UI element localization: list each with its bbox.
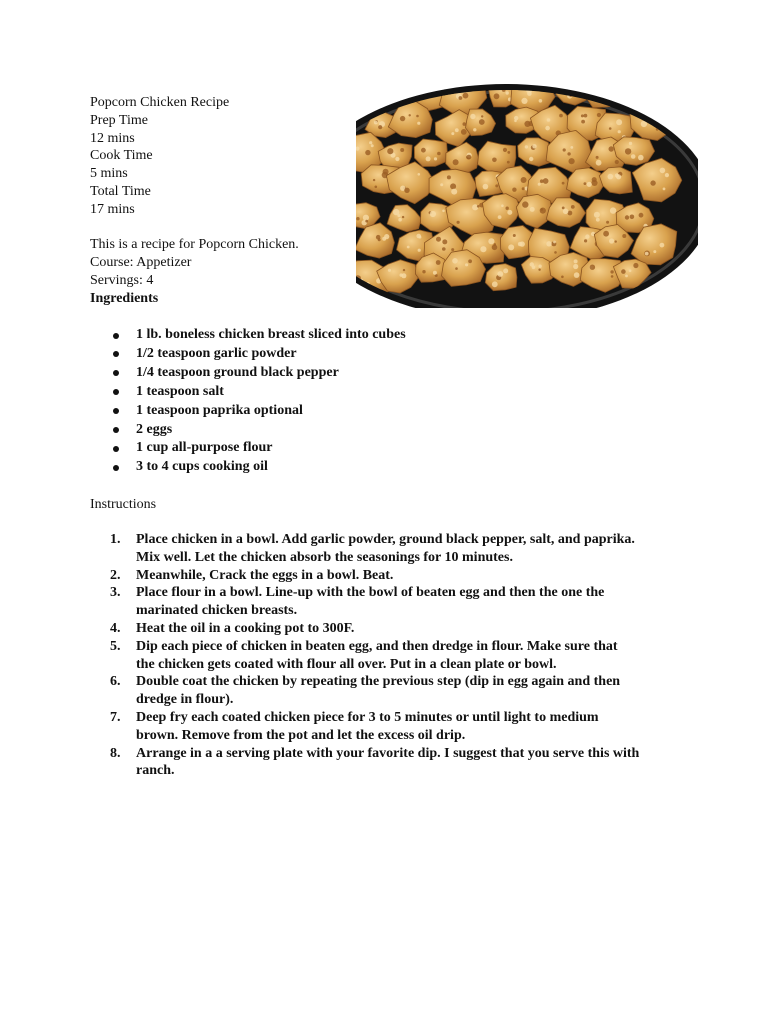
step-line: the chicken gets coated with flour all over. Put in a clean plate or bowl.: [136, 656, 557, 672]
breading-speck: [581, 120, 585, 124]
breading-speck: [473, 128, 476, 131]
breading-speck: [450, 183, 456, 189]
breading-speck: [521, 98, 527, 104]
breading-speck: [559, 114, 563, 118]
breading-speck: [393, 209, 399, 215]
ingredient-text: 3 to 4 cups cooking oil: [136, 459, 268, 475]
breading-speck: [363, 215, 369, 221]
breading-speck: [422, 270, 425, 273]
breading-speck: [538, 183, 541, 186]
bullet-icon: [113, 333, 119, 339]
breading-speck: [373, 179, 375, 181]
breading-speck: [625, 275, 628, 278]
breading-speck: [574, 272, 580, 278]
bullet-icon: [113, 389, 119, 395]
breading-speck: [470, 114, 475, 119]
breading-speck: [539, 99, 543, 103]
breading-speck: [529, 157, 533, 161]
breading-speck: [584, 182, 587, 185]
breading-speck: [400, 116, 405, 121]
breading-speck: [631, 154, 636, 159]
breading-speck: [606, 221, 609, 224]
prep-time-value: 12 mins: [90, 130, 135, 146]
breading-speck: [638, 155, 644, 161]
instruction-step: [90, 567, 690, 585]
breading-speck: [395, 157, 399, 161]
breading-speck: [611, 275, 614, 278]
breading-speck: [514, 116, 518, 120]
breading-speck: [386, 95, 391, 100]
breading-speck: [418, 236, 421, 239]
step-line: Deep fry each coated chicken piece for 3 to 5 minutes or until light to medium: [136, 709, 599, 725]
breading-speck: [571, 205, 575, 209]
ingredient-item: [90, 421, 690, 440]
breading-speck: [399, 95, 404, 100]
breading-speck: [622, 234, 626, 238]
chicken-nugget: [356, 80, 382, 107]
breading-speck: [665, 173, 669, 177]
breading-speck: [436, 237, 441, 242]
breading-speck: [494, 93, 500, 99]
breading-speck: [418, 249, 421, 252]
ingredient-item: [90, 458, 690, 477]
breading-speck: [501, 204, 504, 207]
breading-speck: [645, 252, 649, 256]
breading-speck: [618, 130, 621, 133]
instruction-step: [90, 620, 690, 638]
breading-speck: [465, 263, 468, 266]
breading-speck: [455, 128, 459, 132]
breading-speck: [371, 144, 374, 147]
breading-speck: [591, 180, 597, 186]
breading-speck: [585, 234, 589, 238]
total-time-value: 17 mins: [90, 201, 135, 217]
breading-speck: [621, 269, 626, 274]
step-number: 8.: [110, 745, 121, 761]
ingredient-text: 1 cup all-purpose flour: [136, 440, 273, 456]
step-line: Place chicken in a bowl. Add garlic powder, ground black pepper, salt, and paprika.: [136, 532, 635, 547]
breading-speck: [388, 269, 391, 272]
instructions-heading: Instructions: [90, 497, 157, 512]
breading-speck: [610, 207, 616, 213]
bullet-icon: [113, 427, 119, 433]
breading-speck: [451, 248, 454, 251]
breading-speck: [369, 141, 372, 144]
breading-speck: [492, 158, 497, 163]
breading-speck: [507, 161, 510, 164]
breading-speck: [378, 125, 382, 129]
breading-speck: [401, 92, 405, 96]
ingredient-text: 2 eggs: [136, 421, 173, 437]
breading-speck: [488, 238, 494, 244]
breading-speck: [451, 132, 454, 135]
popcorn-chicken-photo: [356, 80, 698, 308]
breading-speck: [577, 86, 580, 89]
step-number: 4.: [110, 620, 121, 636]
recipe-title: Popcorn Chicken Recipe: [90, 95, 230, 110]
breading-speck: [660, 168, 666, 174]
breading-speck: [440, 183, 443, 186]
ingredient-item: [90, 383, 690, 402]
breading-speck: [640, 81, 645, 86]
breading-speck: [457, 221, 460, 224]
recipe-course: Course: Appetizer: [90, 255, 192, 271]
ingredient-item: [90, 345, 690, 364]
step-number: 6.: [110, 674, 121, 690]
total-time-label: Total Time: [90, 183, 151, 199]
breading-speck: [645, 110, 651, 116]
ingredient-text: 1 lb. boneless chicken breast sliced into cubes: [136, 327, 406, 342]
breading-speck: [642, 86, 646, 90]
breading-speck: [610, 270, 613, 273]
chicken-nugget: [414, 139, 447, 167]
recipe-description: This is a recipe for Popcorn Chicken.: [90, 237, 299, 253]
breading-speck: [492, 245, 498, 251]
step-line: Heat the oil in a cooking pot to 300F.: [136, 620, 355, 636]
ingredient-item: [90, 402, 690, 421]
breading-speck: [430, 211, 436, 217]
breading-speck: [522, 187, 525, 190]
breading-speck: [480, 246, 486, 252]
breading-speck: [540, 179, 544, 183]
ingredient-text: 1/4 teaspoon ground black pepper: [136, 364, 339, 380]
step-line: Double coat the chicken by repeating the previous step (dip in egg again and then: [136, 674, 621, 690]
breading-speck: [541, 208, 544, 211]
breading-speck: [554, 251, 557, 254]
breading-speck: [567, 152, 570, 155]
breading-speck: [596, 218, 600, 222]
ingredient-item: [90, 364, 690, 383]
step-line: Place flour in a bowl. Line-up with the bowl of beaten egg and then the one the: [136, 585, 605, 601]
instruction-step: [90, 673, 690, 709]
breading-speck: [581, 114, 584, 117]
step-line: brown. Remove from the pot and let the excess oil drip.: [136, 727, 466, 743]
breading-speck: [573, 264, 578, 269]
recipe-meta: [90, 94, 350, 308]
breading-speck: [368, 95, 371, 98]
breading-speck: [546, 241, 551, 246]
breading-speck: [403, 269, 405, 271]
breading-speck: [382, 237, 386, 241]
breading-speck: [479, 119, 485, 125]
breading-speck: [513, 234, 516, 237]
breading-speck: [452, 258, 458, 264]
step-line: Dip each piece of chicken in beaten egg, and then dredge in flour. Make sure that: [136, 638, 618, 654]
breading-speck: [364, 92, 366, 94]
breading-speck: [453, 159, 459, 165]
breading-speck: [421, 148, 426, 153]
breading-speck: [442, 239, 447, 244]
instruction-step: [90, 584, 690, 620]
breading-speck: [527, 91, 532, 96]
breading-speck: [402, 216, 404, 218]
step-line: Arrange in a a serving plate with your favorite dip. I suggest that you serve this with: [136, 745, 640, 761]
ingredient-text: 1 teaspoon paprika optional: [136, 402, 303, 418]
bullet-icon: [113, 408, 119, 414]
step-line: dredge in flour).: [136, 692, 234, 708]
step-line: marinated chicken breasts.: [136, 603, 298, 619]
breading-speck: [506, 91, 509, 94]
instruction-step: [90, 638, 690, 674]
breading-speck: [547, 118, 551, 122]
step-number: 3.: [110, 585, 121, 601]
breading-speck: [356, 217, 359, 220]
breading-speck: [442, 247, 446, 251]
breading-speck: [545, 126, 550, 131]
breading-speck: [562, 207, 565, 210]
breading-speck: [597, 113, 601, 117]
breading-speck: [561, 276, 564, 279]
breading-speck: [365, 220, 368, 223]
breading-speck: [596, 160, 602, 166]
breading-speck: [400, 148, 404, 152]
bullet-icon: [113, 351, 119, 357]
breading-speck: [563, 209, 569, 215]
breading-speck: [508, 244, 514, 250]
breading-speck: [416, 115, 419, 118]
breading-speck: [601, 80, 606, 84]
breading-speck: [495, 184, 498, 187]
breading-speck: [433, 271, 437, 275]
breading-speck: [590, 265, 595, 270]
breading-speck: [356, 99, 359, 102]
breading-speck: [418, 173, 421, 176]
breading-speck: [660, 243, 665, 248]
breading-speck: [481, 115, 483, 117]
cook-time-label: Cook Time: [90, 148, 153, 164]
instruction-step: [90, 745, 690, 781]
breading-speck: [404, 188, 409, 193]
breading-speck: [625, 84, 630, 89]
breading-speck: [378, 238, 381, 241]
step-line: ranch.: [136, 763, 175, 779]
breading-speck: [596, 156, 599, 159]
breading-speck: [363, 96, 367, 100]
breading-speck: [451, 189, 457, 195]
breading-speck: [650, 180, 655, 185]
breading-speck: [436, 260, 441, 265]
breading-speck: [421, 90, 425, 94]
breading-speck: [543, 178, 549, 184]
breading-speck: [625, 148, 631, 154]
breading-speck: [629, 269, 632, 272]
breading-speck: [530, 207, 535, 212]
breading-speck: [625, 215, 629, 219]
breading-speck: [506, 207, 509, 210]
breading-speck: [584, 239, 587, 242]
breading-speck: [437, 152, 441, 156]
breading-speck: [447, 175, 451, 179]
ingredients-list: [90, 326, 690, 477]
breading-speck: [553, 241, 556, 244]
breading-speck: [525, 145, 528, 148]
breading-speck: [483, 184, 489, 190]
bullet-icon: [113, 370, 119, 376]
breading-speck: [608, 174, 614, 180]
breading-speck: [503, 268, 508, 273]
breading-speck: [459, 96, 463, 100]
popcorn-chicken-image: [356, 80, 698, 308]
breading-speck: [520, 241, 525, 246]
breading-speck: [409, 114, 411, 116]
breading-speck: [584, 114, 588, 118]
step-number: 1.: [110, 532, 121, 547]
breading-speck: [615, 160, 619, 164]
breading-speck: [609, 238, 614, 243]
breading-speck: [616, 119, 622, 125]
step-number: 2.: [110, 567, 121, 583]
breading-speck: [603, 231, 609, 237]
breading-speck: [400, 88, 404, 92]
ingredient-item: [90, 439, 690, 458]
breading-speck: [609, 127, 612, 130]
bullet-icon: [113, 446, 119, 452]
breading-speck: [434, 85, 439, 90]
breading-speck: [426, 156, 431, 161]
breading-speck: [497, 271, 503, 277]
ingredient-item: [90, 326, 690, 345]
breading-speck: [375, 186, 378, 189]
breading-speck: [400, 273, 403, 276]
breading-speck: [603, 83, 608, 88]
instructions-list: [90, 531, 690, 780]
breading-speck: [477, 205, 480, 208]
breading-speck: [630, 215, 635, 220]
step-number: 5.: [110, 638, 121, 654]
breading-speck: [653, 250, 656, 253]
ingredient-text: 1 teaspoon salt: [136, 383, 224, 399]
breading-speck: [538, 265, 541, 268]
breading-speck: [365, 150, 370, 155]
breading-speck: [434, 157, 437, 160]
breading-speck: [455, 267, 458, 270]
breading-speck: [398, 218, 402, 222]
instruction-step: [90, 531, 690, 567]
meta-spacer: [90, 219, 350, 237]
breading-speck: [626, 84, 629, 87]
instruction-step: [90, 709, 690, 745]
breading-speck: [407, 246, 410, 249]
breading-speck: [538, 269, 540, 271]
breading-speck: [461, 129, 467, 135]
breading-speck: [522, 201, 528, 207]
breading-speck: [574, 259, 578, 263]
bullet-icon: [113, 465, 119, 471]
breading-speck: [512, 188, 516, 192]
breading-speck: [603, 82, 605, 84]
breading-speck: [594, 212, 600, 218]
ingredient-text: 1/2 teaspoon garlic powder: [136, 345, 297, 361]
step-number: 7.: [110, 709, 121, 725]
breading-speck: [633, 263, 638, 268]
breading-speck: [629, 142, 632, 145]
breading-speck: [609, 146, 614, 151]
breading-speck: [592, 86, 596, 90]
breading-speck: [492, 281, 498, 287]
ingredients-heading: Ingredients: [90, 290, 159, 306]
breading-speck: [532, 266, 536, 270]
breading-speck: [374, 121, 378, 125]
breading-speck: [503, 148, 507, 152]
recipe-servings: Servings: 4: [90, 272, 154, 288]
breading-speck: [521, 177, 527, 183]
breading-speck: [663, 188, 666, 191]
breading-speck: [467, 155, 472, 160]
breading-speck: [540, 208, 546, 214]
breading-speck: [498, 215, 502, 219]
breading-speck: [569, 158, 575, 164]
breading-speck: [587, 182, 592, 187]
breading-speck: [532, 144, 536, 148]
breading-speck: [563, 148, 566, 151]
breading-speck: [615, 173, 619, 177]
breading-speck: [570, 146, 573, 149]
breading-speck: [463, 93, 469, 99]
breading-speck: [507, 151, 510, 154]
step-line: Meanwhile, Crack the eggs in a bowl. Beat.: [136, 567, 394, 583]
breading-speck: [387, 148, 393, 154]
breading-speck: [507, 210, 512, 215]
breading-speck: [468, 259, 472, 263]
prep-time-label: Prep Time: [90, 112, 148, 128]
breading-speck: [417, 122, 420, 125]
breading-speck: [639, 213, 644, 218]
breading-speck: [562, 182, 565, 185]
breading-speck: [615, 240, 617, 242]
step-line: Mix well. Let the chicken absorb the seasonings for 10 minutes.: [136, 549, 513, 565]
breading-speck: [442, 210, 445, 213]
cook-time-value: 5 mins: [90, 166, 128, 182]
